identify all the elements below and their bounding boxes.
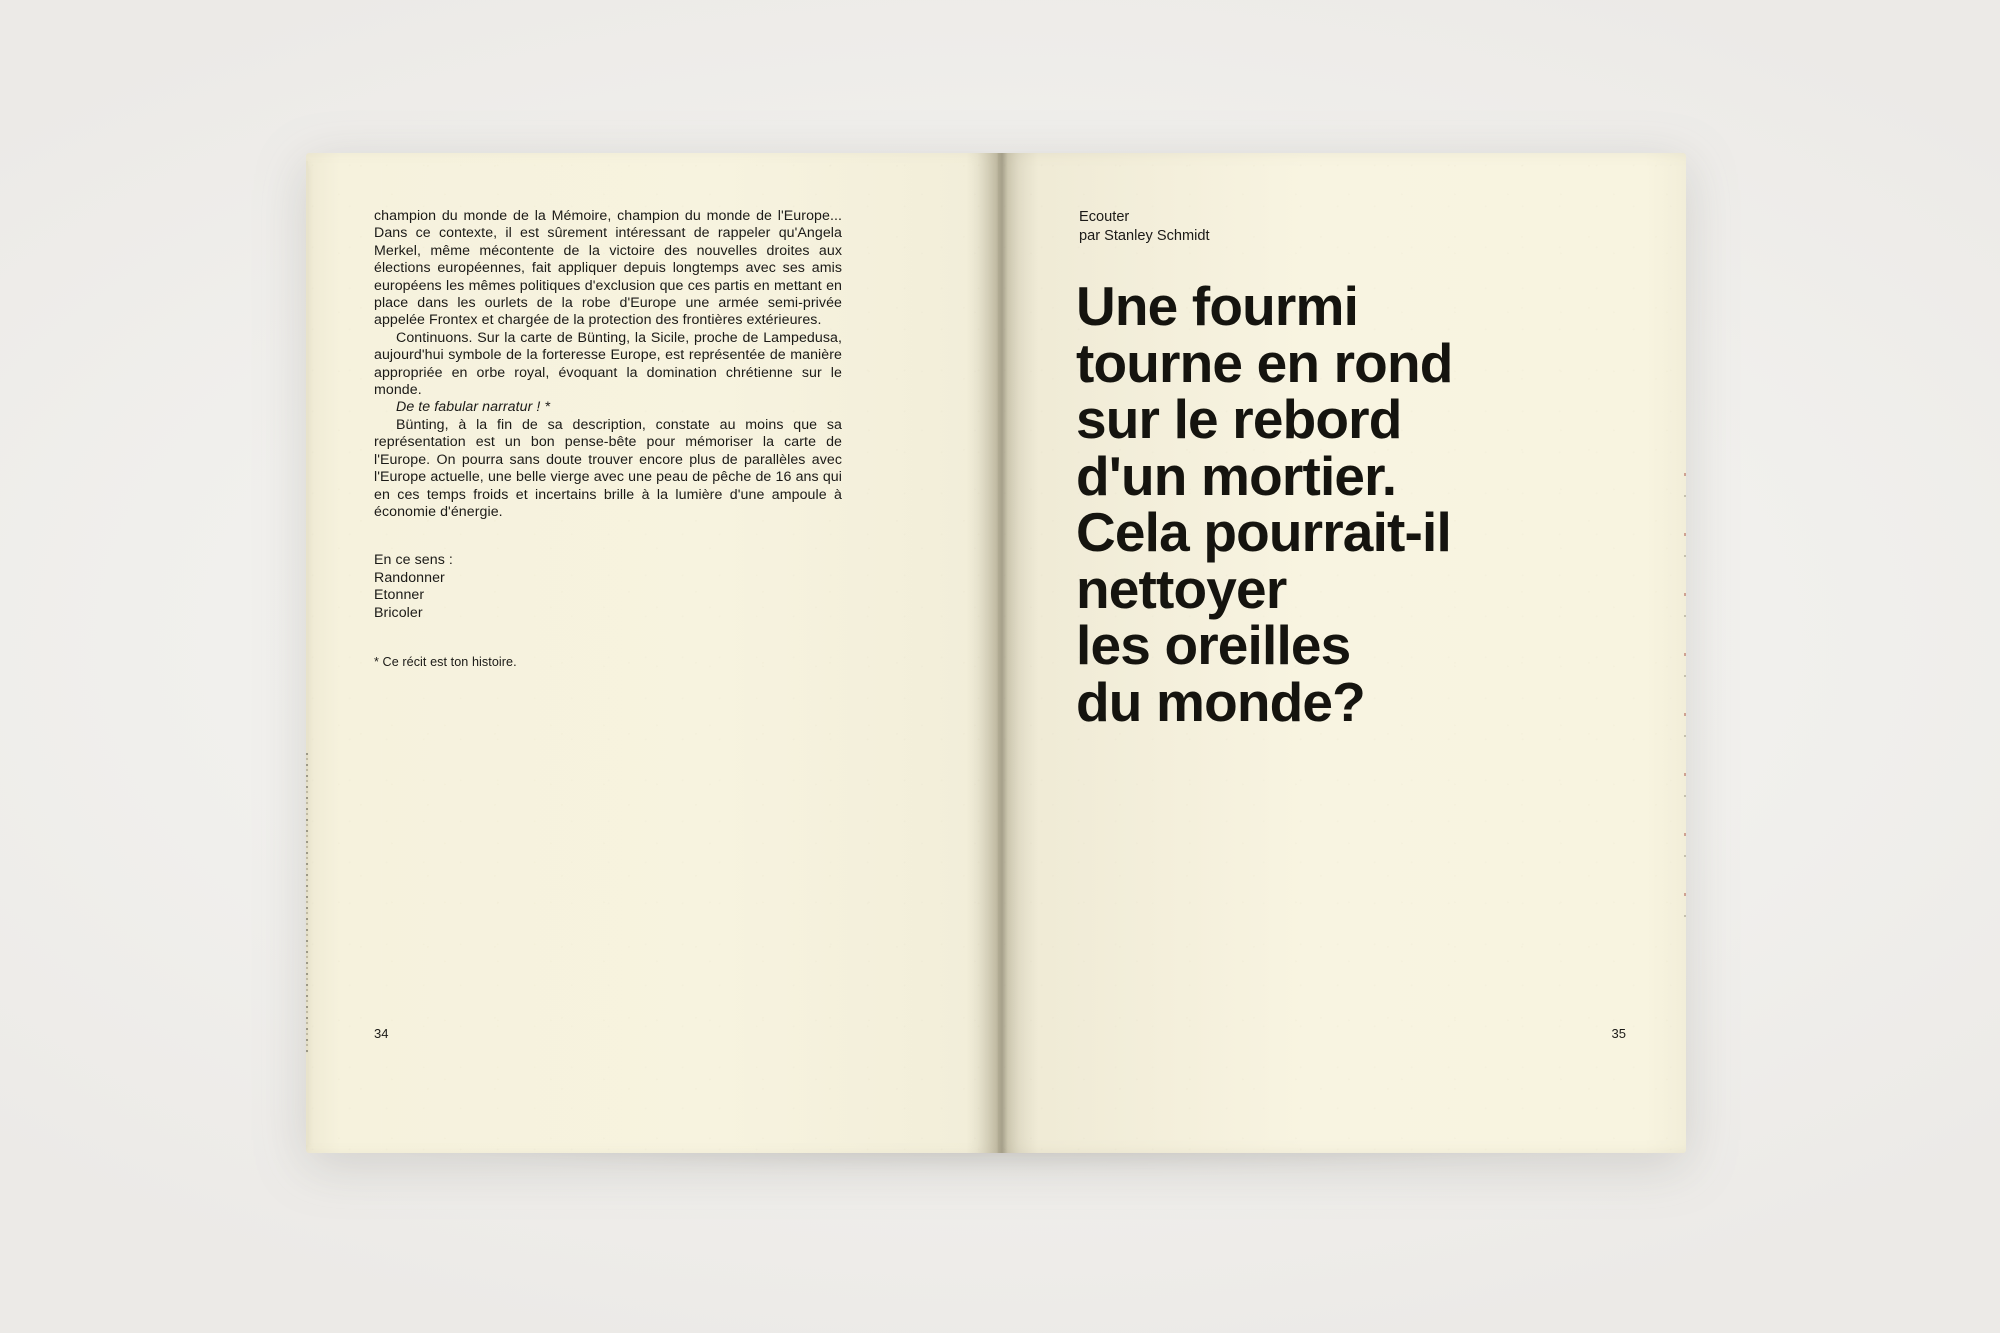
pull-quote xyxy=(1076,275,1636,733)
quote-line: Cela pourrait-il xyxy=(1076,501,1451,563)
article-title: Ecouter xyxy=(1079,209,1130,225)
paragraph-3: Bünting, à la fin de sa description, constate au moins que sa représentation est un bon pense-bête pour mémoriser la carte de l'Europe. On pourra sans doute trouver encore plus de parallèles avec l'Europe actuelle, une belle vierge avec une peau de pêche de 16 ans qui en ces temps froids et incertains brille à la lumière d'une ampoule à économie d'énergie. xyxy=(374,416,842,520)
open-book-spread xyxy=(306,153,1686,1153)
right-page-edge-marks xyxy=(1684,473,1686,953)
quote-line: sur le rebord xyxy=(1076,388,1402,450)
quote-line: tourne en rond xyxy=(1076,331,1453,394)
list-item: Bricoler xyxy=(374,604,423,621)
list-intro: En ce sens : xyxy=(374,552,453,569)
article-author: par Stanley Schmidt xyxy=(1079,228,1210,244)
page-edge-print-marks xyxy=(306,753,308,1053)
list-item: Etonner xyxy=(374,587,425,604)
paragraph-1: champion du monde de la Mémoire, champion du monde de l'Europe... Dans ce contexte, il est sûrement intéressant de rappeler qu'Angela Merkel, même mécontente de la victoire des nouvelles droites aux élections européennes, fait appliquer depuis longtemps avec ses amis européens les mêmes politiques d'exclusion que ces partis en mettant en place dans les ourlets de la robe d'Europe une armée semi-privée appelée Frontex et chargée de la protection des frontières extérieures. xyxy=(374,208,842,329)
quote-line: Une fourmi xyxy=(1076,275,1359,337)
quote-line: d'un mortier. xyxy=(1076,444,1397,507)
paragraph-2: Continuons. Sur la carte de Bünting, la Sicile, proche de Lampedusa, aujourd'hui symbole de la forteresse Europe, est représentée de manière appropriée en orbe royal, évoquant la domination chrétienne sur le monde. xyxy=(374,329,842,399)
left-page-text-column xyxy=(374,208,842,670)
page-number-right: 35 xyxy=(1611,1026,1626,1041)
left-page xyxy=(306,153,998,1153)
list-item: Randonner xyxy=(374,569,445,586)
list-block xyxy=(374,552,842,622)
quote-line: les oreilles xyxy=(1076,614,1351,676)
quote-line: nettoyer xyxy=(1076,557,1287,620)
latin-quotation: De te fabular narratur ! * xyxy=(396,399,551,416)
article-header xyxy=(1079,208,1210,246)
right-page xyxy=(998,153,1686,1153)
footnote: * Ce récit est ton histoire. xyxy=(374,654,517,669)
page-number-left: 34 xyxy=(374,1026,389,1041)
quote-line: du monde? xyxy=(1076,670,1365,733)
